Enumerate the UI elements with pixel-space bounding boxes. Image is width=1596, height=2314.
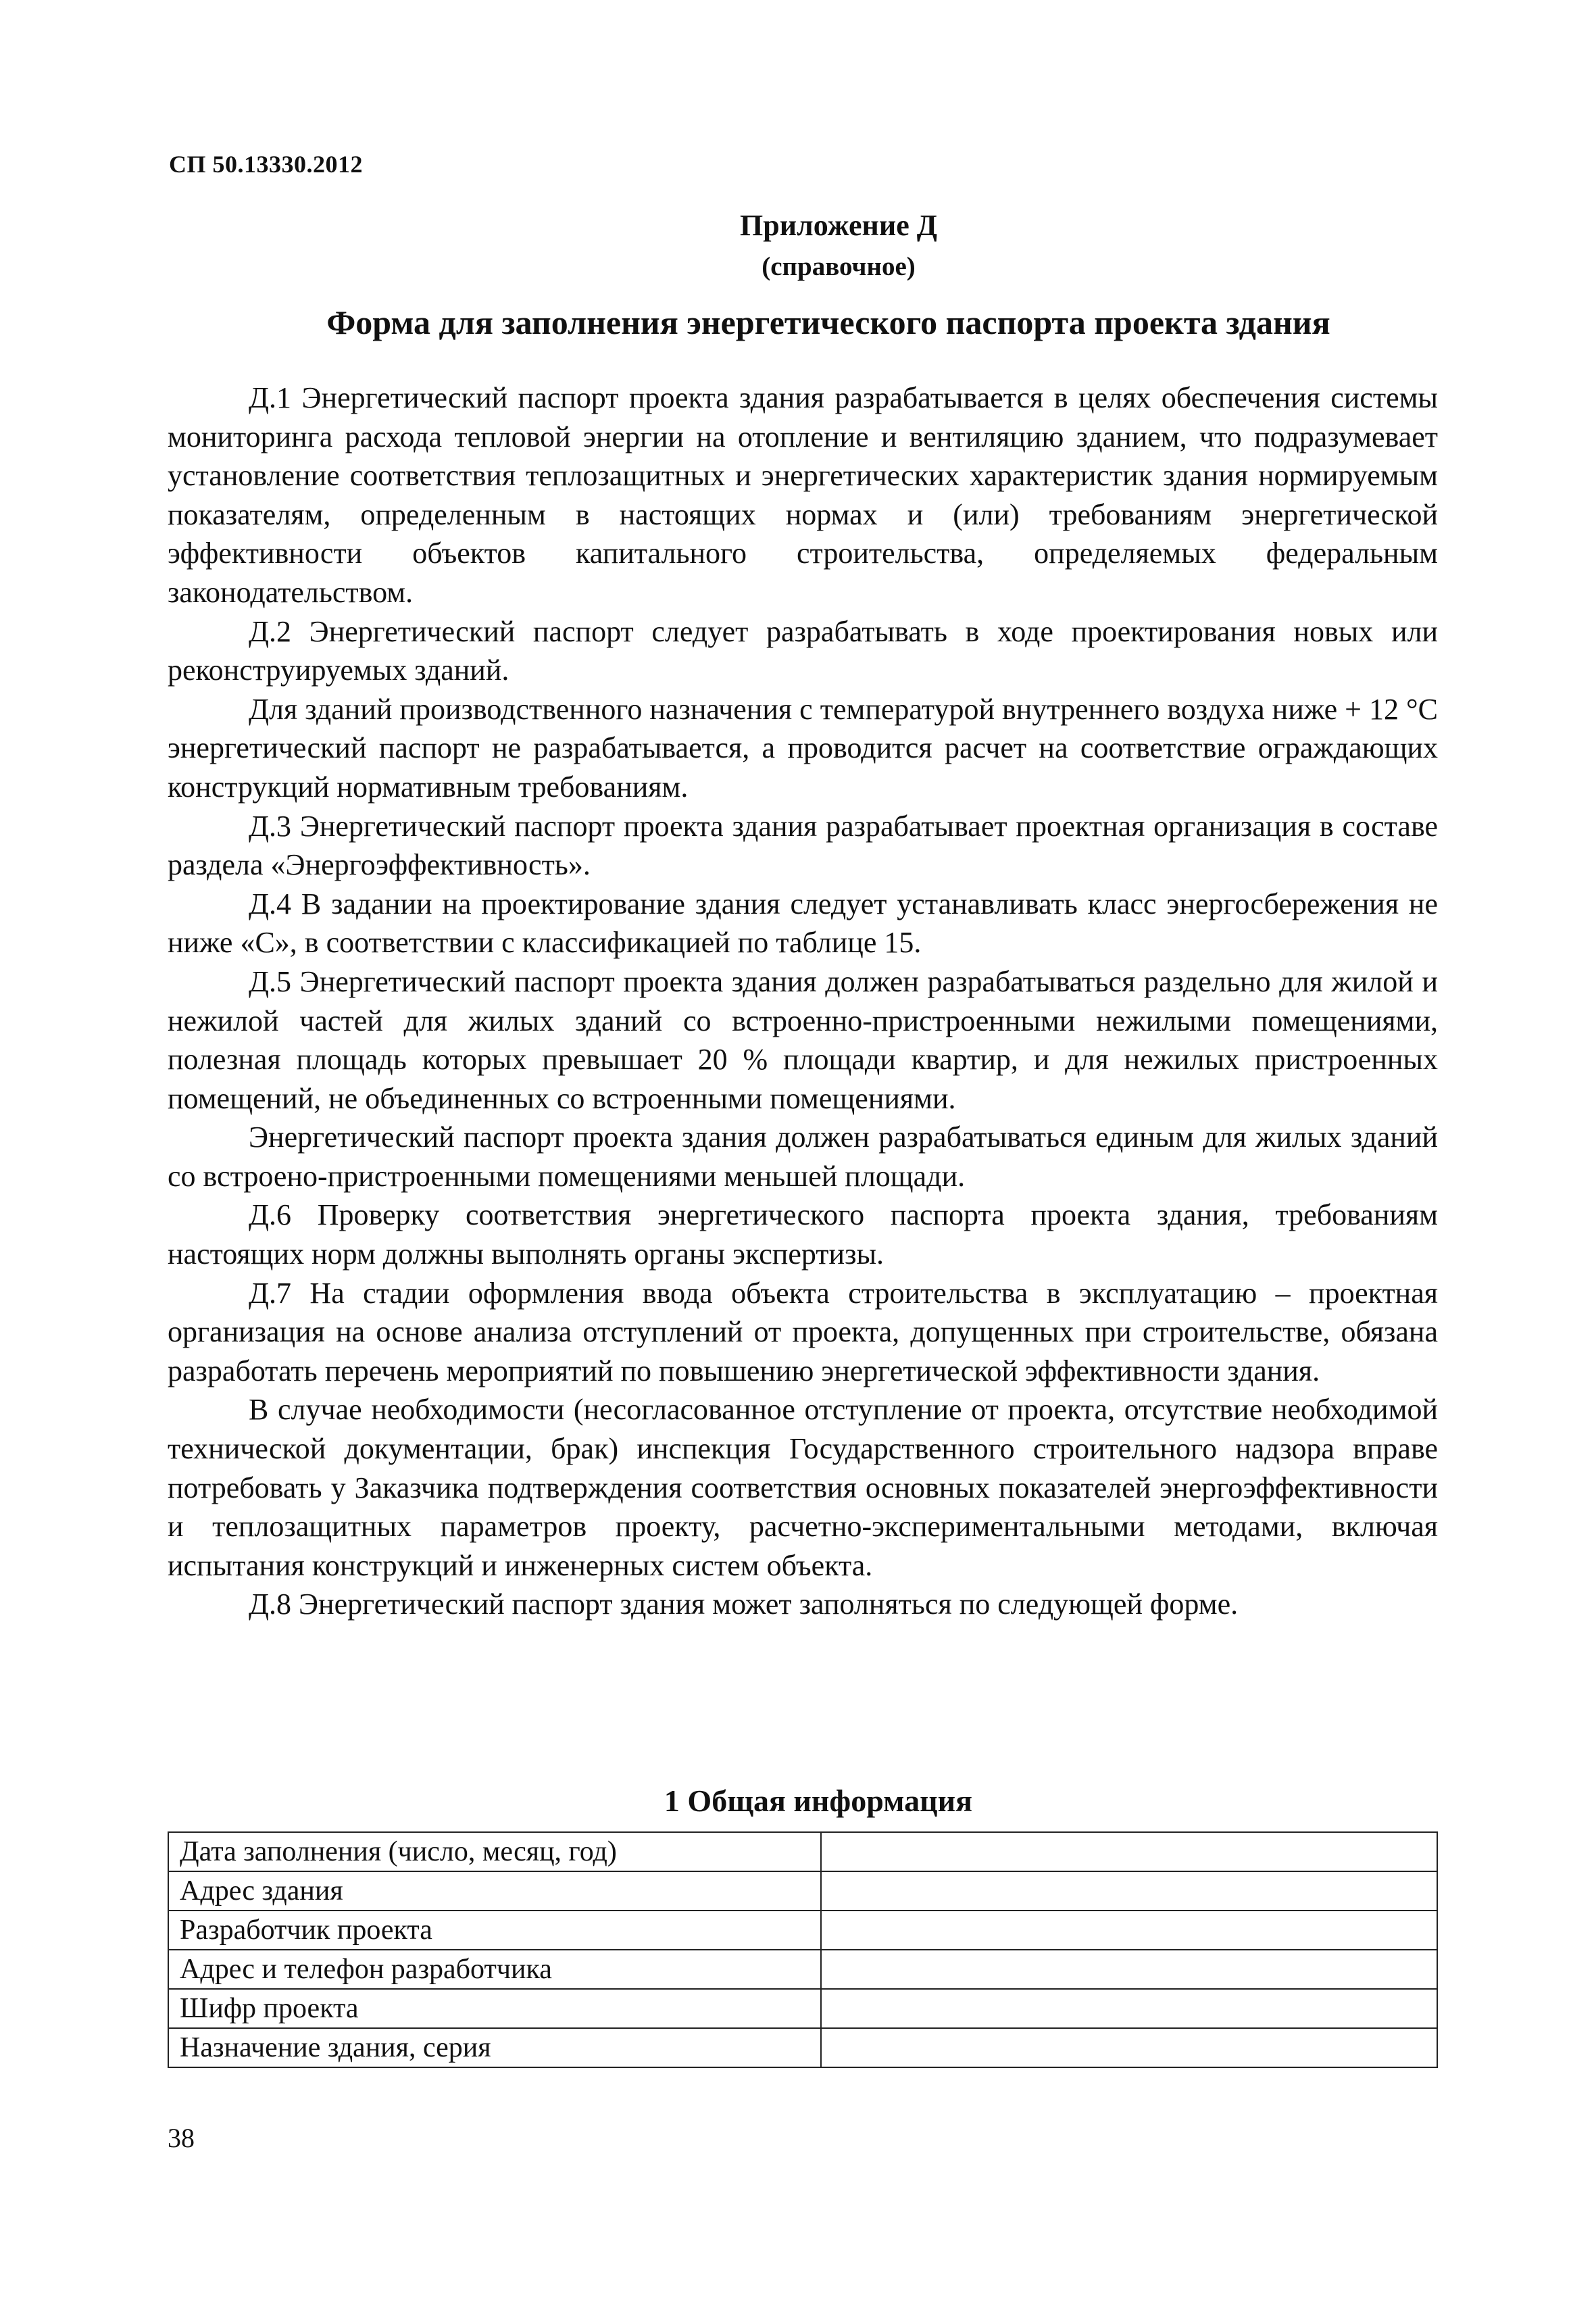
- general-info-table: [168, 1831, 1438, 2068]
- paragraph-d5: Д.5 Энергетический паспорт проекта здания должен разрабатываться раздельно для жилой и нежилой частей для жилых зданий со встроенно-пристроенными нежилыми помещениями, полезная площадь которых превышает 20 % площади квартир, и для нежилых пристроенных помещений, не объединенных со встроенными помещениями.: [168, 964, 1438, 1115]
- paragraph-d6: Д.6 Проверку соответствия энергетического паспорта проекта здания, требованиям настоящих норм должны выполнять органы экспертизы.: [168, 1198, 1438, 1271]
- row-label: Адрес и телефон разработчика: [168, 1950, 821, 1989]
- table-row: [168, 2028, 1437, 2067]
- paragraph-d5-single-passport: Энергетический паспорт проекта здания должен разрабатываться единым для жилых зданий со встроено-пристроенными помещениями меньшей площади.: [168, 1121, 1438, 1193]
- table-row: [168, 1950, 1437, 1989]
- row-label: Шифр проекта: [168, 1989, 821, 2028]
- document-code: СП 50.13330.2012: [169, 151, 363, 178]
- table-row: [168, 1832, 1437, 1871]
- body-text: [168, 378, 1438, 1624]
- row-value: [821, 1911, 1437, 1950]
- table-row: [168, 1911, 1437, 1950]
- table-row: [168, 1871, 1437, 1911]
- paragraph-d8: Д.8 Энергетический паспорт здания может заполняться по следующей форме.: [249, 1587, 1239, 1621]
- row-label: Разработчик проекта: [168, 1911, 821, 1950]
- table-row: [168, 1989, 1437, 2028]
- row-value: [821, 1871, 1437, 1911]
- row-label: Назначение здания, серия: [168, 2028, 821, 2067]
- paragraph-d2: Д.2 Энергетический паспорт следует разрабатывать в ходе проектирования новых или реконструируемых зданий.: [168, 614, 1438, 687]
- paragraph-d7: Д.7 На стадии оформления ввода объекта строительства в эксплуатацию – проектная организация на основе анализа отступлений от проекта, допущенных при строительстве, обязана разработать перечень мероприятий по повышению энергетической эффективности здания.: [168, 1276, 1438, 1387]
- paragraph-d3: Д.3 Энергетический паспорт проекта здания разрабатывает проектная организация в составе раздела «Энергоэффективность».: [168, 809, 1438, 882]
- paragraph-d4: Д.4 В задании на проектирование здания следует устанавливать класс энергосбережения не ниже «С», в соответствии с классификацией по таблице 15.: [168, 887, 1438, 960]
- appendix-title: Приложение Д: [740, 209, 937, 242]
- paragraph-d1: Д.1 Энергетический паспорт проекта здания разрабатывается в целях обеспечения системы мониторинга расхода тепловой энергии на отопление и вентиляцию зданием, что подразумевает установление соответствия теплозащитных и энергетических характеристик здания нормируемым показателям, определенным в настоящих нормах и (или) требованиям энергетической эффективности объектов капитального строительства, определяемых федеральным законодательством.: [168, 381, 1438, 609]
- row-value: [821, 1950, 1437, 1989]
- section-title: 1 Общая информация: [664, 1783, 973, 1818]
- row-label: Адрес здания: [168, 1871, 821, 1911]
- row-value: [821, 1989, 1437, 2028]
- paragraph-d7-inspection: В случае необходимости (несогласованное отступление от проекта, отсутствие необходимой технической документации, брак) инспекция Государственного строительного надзора вправе потребовать у Заказчика подтверждения соответствия основных показателей энергоэффективности и теплозащитных параметров проекту, расчетно-экспериментальными методами, включая испытания конструкций и инженерных систем объекта.: [168, 1393, 1438, 1582]
- row-value: [821, 1832, 1437, 1871]
- row-label: Дата заполнения (число, месяц, год): [168, 1832, 821, 1871]
- page-number: 38: [168, 2123, 195, 2153]
- row-value: [821, 2028, 1437, 2067]
- paragraph-d2-industrial: Для зданий производственного назначения с температурой внутреннего воздуха ниже + 12 °С энергетический паспорт не разрабатывается, а проводится расчет на соответствие ограждающих конструкций нормативным требованиям.: [168, 692, 1438, 804]
- form-title: Форма для заполнения энергетического паспорта проекта здания: [326, 303, 1330, 341]
- appendix-subtitle: (справочное): [762, 252, 916, 281]
